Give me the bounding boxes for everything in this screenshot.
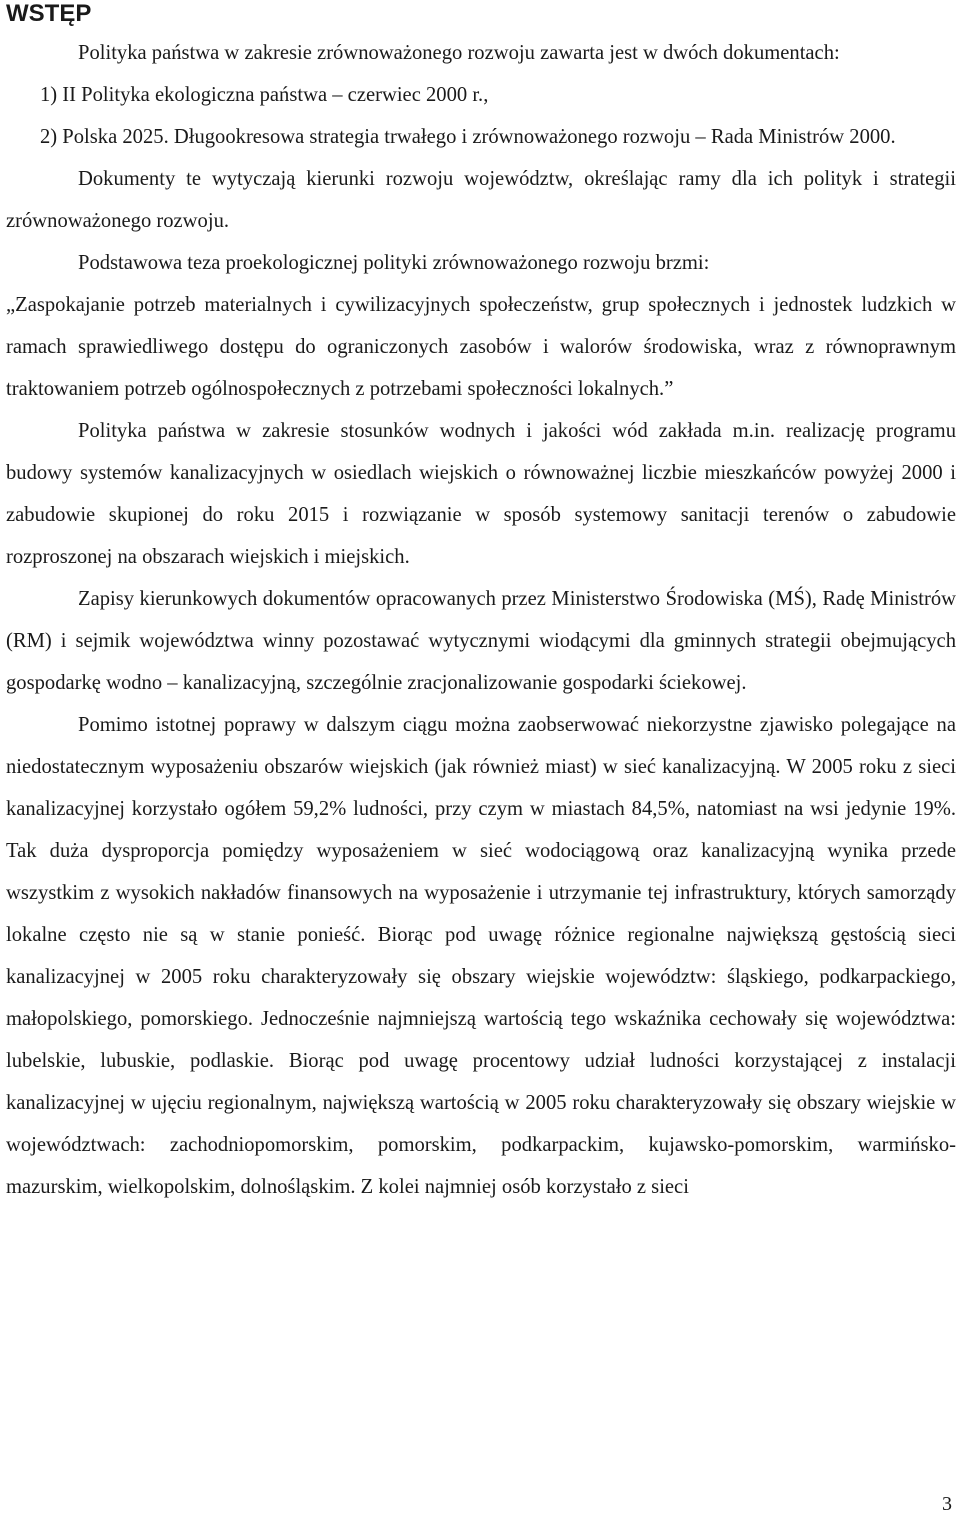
- section-heading: WSTĘP: [6, 0, 92, 27]
- list-item-1: 1) II Polityka ekologiczna państwa – czerwiec 2000 r.,: [40, 84, 489, 106]
- paragraph-directives: Zapisy kierunkowych dokumentów opracowanych przez Ministerstwo Środowiska (MŚ), Radę Ministrów (RM) i sejmik województwa winny pozostawać wytycznymi wiodącymi dla gminnych strategii obejmujących gospodarkę wodno – kanalizacyjną, szczególnie zracjonalizowanie gospodarki ściekowej.: [6, 588, 956, 694]
- paragraph-sewage-stats: Pomimo istotnej poprawy w dalszym ciągu można zaobserwować niekorzystne zjawisko polegające na niedostatecznym wyposażeniu obszarów wiejskich (jak również miast) w sieć kanalizacyjną. W 2005 roku z sieci kanalizacyjnej korzystało ogółem 59,2% ludności, przy czym w miastach 84,5%, natomiast na wsi jedynie 19%. Tak duża dysproporcja pomiędzy wyposażeniem w sieć wodociągową oraz kanalizacyjną wynika przede wszystkim z wysokich nakładów finansowych na wyposażenie i utrzymanie tej infrastruktury, których samorządy lokalne często nie są w stanie ponieść. Biorąc pod uwagę różnice regionalne największą gęstością sieci kanalizacyjnej w 2005 roku charakteryzowały się obszary wiejskie województw: śląskiego, podkarpackiego, małopolskiego, pomorskiego. Jednocześnie najmniejszą wartością tego wskaźnika cechowały się województwa: lubelskie, lubuskie, podlaskie. Biorąc pod uwagę procentowy udział ludności korzystającej z instalacji kanalizacyjnej w ujęciu regionalnym, największą wartością w 2005 roku charakteryzowały się obszary wiejskie w województwach: zachodniopomorskim, pomorskim, podkarpackim, kujawsko-pomorskim, warmińsko-mazurskim, wielkopolskim, dolnośląskim. Z kolei najmniej osób korzystało z sieci: [6, 714, 956, 1198]
- paragraph-documents: Dokumenty te wytyczają kierunki rozwoju województw, określając ramy dla ich polityk i strategii zrównoważonego rozwoju.: [6, 168, 956, 232]
- paragraph-quote: „Zaspokajanie potrzeb materialnych i cywilizacyjnych społeczeństw, grup społecznych i jednostek ludzkich w ramach sprawiedliwego dostępu do ograniczonych zasobów i walorów środowiska, wraz z równoprawnym traktowaniem potrzeb ogólnospołecznych z potrzebami społeczności lokalnych.”: [6, 294, 956, 400]
- paragraph-thesis: Podstawowa teza proekologicznej polityki zrównoważonego rozwoju brzmi:: [78, 252, 710, 274]
- paragraph-water-policy: Polityka państwa w zakresie stosunków wodnych i jakości wód zakłada m.in. realizację programu budowy systemów kanalizacyjnych w osiedlach wiejskich o równoważnej liczbie mieszkańców powyżej 2000 i zabudowie skupionej do roku 2015 i rozwiązanie w sposób systemowy sanitacji terenów o zabudowie rozproszonej na obszarach wiejskich i miejskich.: [6, 420, 956, 568]
- document-page: [6, 0, 956, 1208]
- list-item-2: 2) Polska 2025. Długookresowa strategia trwałego i zrównoważonego rozwoju – Rada Ministrów 2000.: [40, 126, 896, 148]
- paragraph-intro: Polityka państwa w zakresie zrównoważonego rozwoju zawarta jest w dwóch dokumentach:: [78, 42, 840, 64]
- page-number: 3: [942, 1493, 952, 1515]
